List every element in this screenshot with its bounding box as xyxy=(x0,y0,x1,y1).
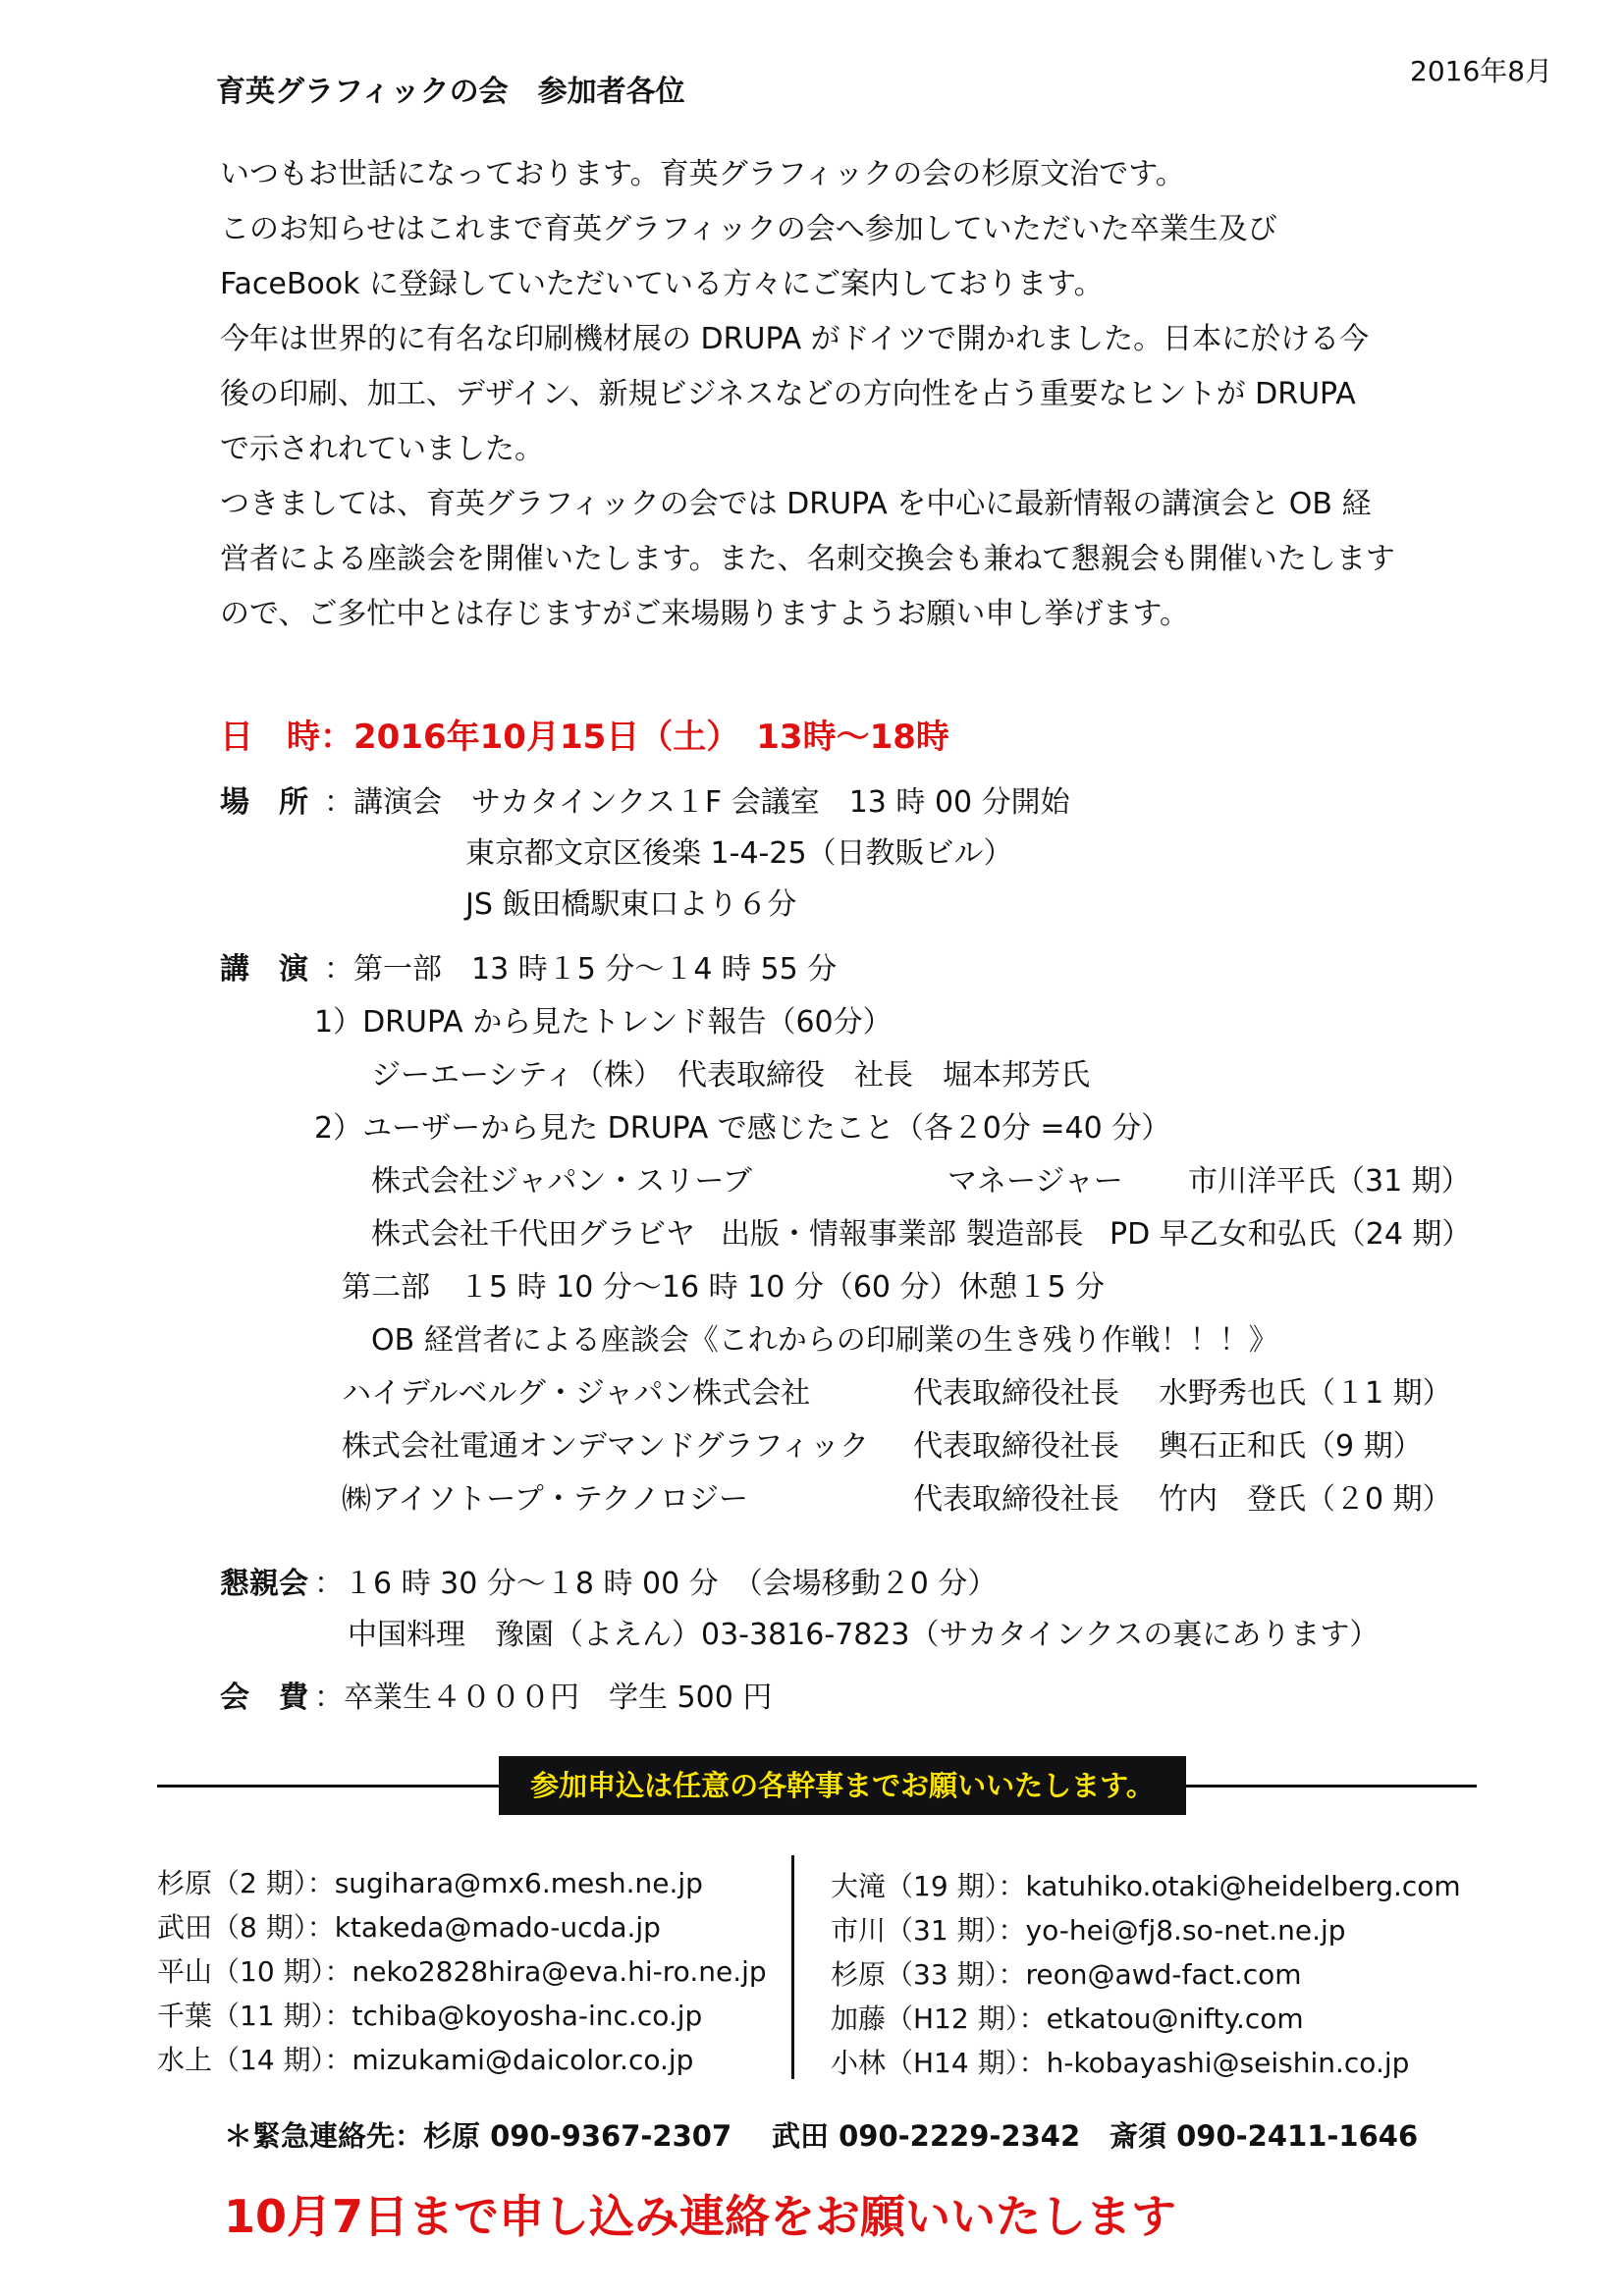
speaker-title: マネージャー xyxy=(947,1164,1123,1199)
lecture-label: 講 演 xyxy=(220,952,308,987)
fee-value: ：卒業生４０００円 学生 500 円 xyxy=(314,1681,773,1715)
contact-entry: 杉原（2 期）：sugihara@mx6.mesh.ne.jp xyxy=(157,1867,703,1899)
intro-line: 営者による座談会を開催いたします。また、名刺交換会も兼ねて懇親会も開催いたします xyxy=(220,542,1395,576)
lecture-part1: ：第一部 13 時１5 分～１4 時 55 分 xyxy=(324,952,838,987)
lecture-item1-speaker: ジーエーシティ（株） 代表取締役 社長 堀本邦芳氏 xyxy=(371,1058,1090,1093)
contact-entry: 武田（8 期）：ktakeda@mado-ucda.jp xyxy=(157,1911,661,1944)
contacts-divider xyxy=(791,1855,794,2079)
intro-line: 今年は世界的に有名な印刷機材展の DRUPA がドイツで開かれました。日本に於ける今 xyxy=(220,322,1370,356)
application-banner: 参加申込は任意の各幹事までお願いいたします。 xyxy=(499,1756,1186,1815)
venue-line: ：講演会 サカタインクス１F 会議室 13 時 00 分開始 xyxy=(324,785,1070,820)
speaker-name: 市川洋平氏（31 期） xyxy=(1188,1164,1471,1199)
intro-line: このお知らせはこれまで育英グラフィックの会へ参加していただいた卒業生及び xyxy=(220,212,1277,246)
panelist-company: 株式会社電通オンデマンドグラフィック xyxy=(342,1429,869,1464)
intro-line: FaceBook に登録していただいている方々にご案内しております。 xyxy=(220,267,1104,301)
party-venue: 中国料理 豫園（よえん）03-3816-7823（サカタインクスの裏にあります） xyxy=(348,1618,1380,1652)
document-date: 2016年8月 xyxy=(1410,55,1553,87)
emergency-contact-saisu: 斎須 090-2411-1646 xyxy=(1110,2119,1419,2153)
panelist-company: ㈱アイソトープ・テクノロジー xyxy=(342,1482,748,1517)
panelist-name: 竹内 登氏（２0 期） xyxy=(1159,1482,1452,1517)
panelist-title: 代表取締役社長 xyxy=(913,1429,1119,1464)
speaker-company: 株式会社千代田グラビヤ xyxy=(371,1217,695,1252)
datetime-label: 日 時： xyxy=(220,718,353,757)
intro-line: ので、ご多忙中とは存じますがご来場賜りますようお願い申し挙げます。 xyxy=(220,597,1189,631)
venue-access: JS 飯田橋駅東口より６分 xyxy=(465,887,797,922)
lecture-item1: 1）DRUPA から見たトレンド報告（60分） xyxy=(314,1005,893,1040)
contact-entry: 小林（H14 期）：h-kobayashi@seishin.co.jp xyxy=(831,2047,1410,2079)
intro-line: つきましては、育英グラフィックの会では DRUPA を中心に最新情報の講演会と OB 経 xyxy=(220,487,1372,521)
contact-entry: 水上（14 期）：mizukami@daicolor.co.jp xyxy=(157,2044,694,2076)
fee-label: 会 費 xyxy=(220,1681,308,1715)
addressee-heading: 育英グラフィックの会 参加者各位 xyxy=(216,75,685,109)
divider-line xyxy=(1184,1785,1477,1788)
speaker-company: 株式会社ジャパン・スリーブ xyxy=(371,1164,752,1199)
speaker-title: 出版・情報事業部 製造部長 xyxy=(721,1217,1084,1252)
panelist-name: 輿石正和氏（9 期） xyxy=(1159,1429,1423,1464)
deadline-notice: 10月7日まで申し込み連絡をお願いいたします xyxy=(224,2190,1177,2243)
lecture-item2: 2）ユーザーから見た DRUPA で感じたこと（各２0分 =40 分） xyxy=(314,1111,1171,1146)
contact-entry: 市川（31 期）：yo-hei@fj8.so-net.ne.jp xyxy=(831,1914,1346,1947)
panelist-title: 代表取締役社長 xyxy=(913,1376,1119,1411)
panelist-title: 代表取締役社長 xyxy=(913,1482,1119,1517)
intro-line: で示されれていました。 xyxy=(220,432,544,466)
panelist-company: ハイデルベルグ・ジャパン株式会社 xyxy=(342,1376,811,1411)
party-time: ：１6 時 30 分～１8 時 00 分 （会場移動２0 分） xyxy=(314,1567,998,1601)
venue-address: 東京都文京区後楽 1-4-25（日教販ビル） xyxy=(465,836,1013,871)
divider-line xyxy=(157,1785,501,1788)
panelist-name: 水野秀也氏（１1 期） xyxy=(1159,1376,1452,1411)
datetime-row xyxy=(220,718,949,757)
contact-entry: 平山（10 期）：neko2828hira@eva.hi-ro.ne.jp xyxy=(157,1955,767,1988)
lecture-part2: 第二部 １5 時 10 分～16 時 10 分（60 分）休憩１5 分 xyxy=(342,1270,1106,1305)
intro-line: 後の印刷、加工、デザイン、新規ビジネスなどの方向性を占う重要なヒントが DRUPA xyxy=(220,377,1356,411)
contact-entry: 加藤（H12 期）：etkatou@nifty.com xyxy=(831,2002,1304,2035)
venue-label: 場 所 xyxy=(220,785,308,820)
contact-entry: 千葉（11 期）：tchiba@koyosha-inc.co.jp xyxy=(157,2000,703,2032)
emergency-contact-sugihara: ＊緊急連絡先：杉原 090-9367-2307 xyxy=(224,2119,732,2153)
datetime-value: 2016年10月15日（土） 13時～18時 xyxy=(353,718,949,757)
speaker-name: PD 早乙女和弘氏（24 期） xyxy=(1110,1217,1472,1252)
intro-line: いつもお世話になっております。育英グラフィックの会の杉原文治です。 xyxy=(220,157,1185,191)
contact-entry: 杉原（33 期）：reon@awd-fact.com xyxy=(831,1958,1302,1991)
panel-title: OB 経営者による座談会《これからの印刷業の生き残り作戦！！！》 xyxy=(371,1323,1278,1358)
party-label: 懇親会 xyxy=(220,1567,308,1601)
contact-entry: 大滝（19 期）：katuhiko.otaki@heidelberg.com xyxy=(831,1870,1461,1902)
emergency-contact-takeda: 武田 090-2229-2342 xyxy=(772,2119,1081,2153)
